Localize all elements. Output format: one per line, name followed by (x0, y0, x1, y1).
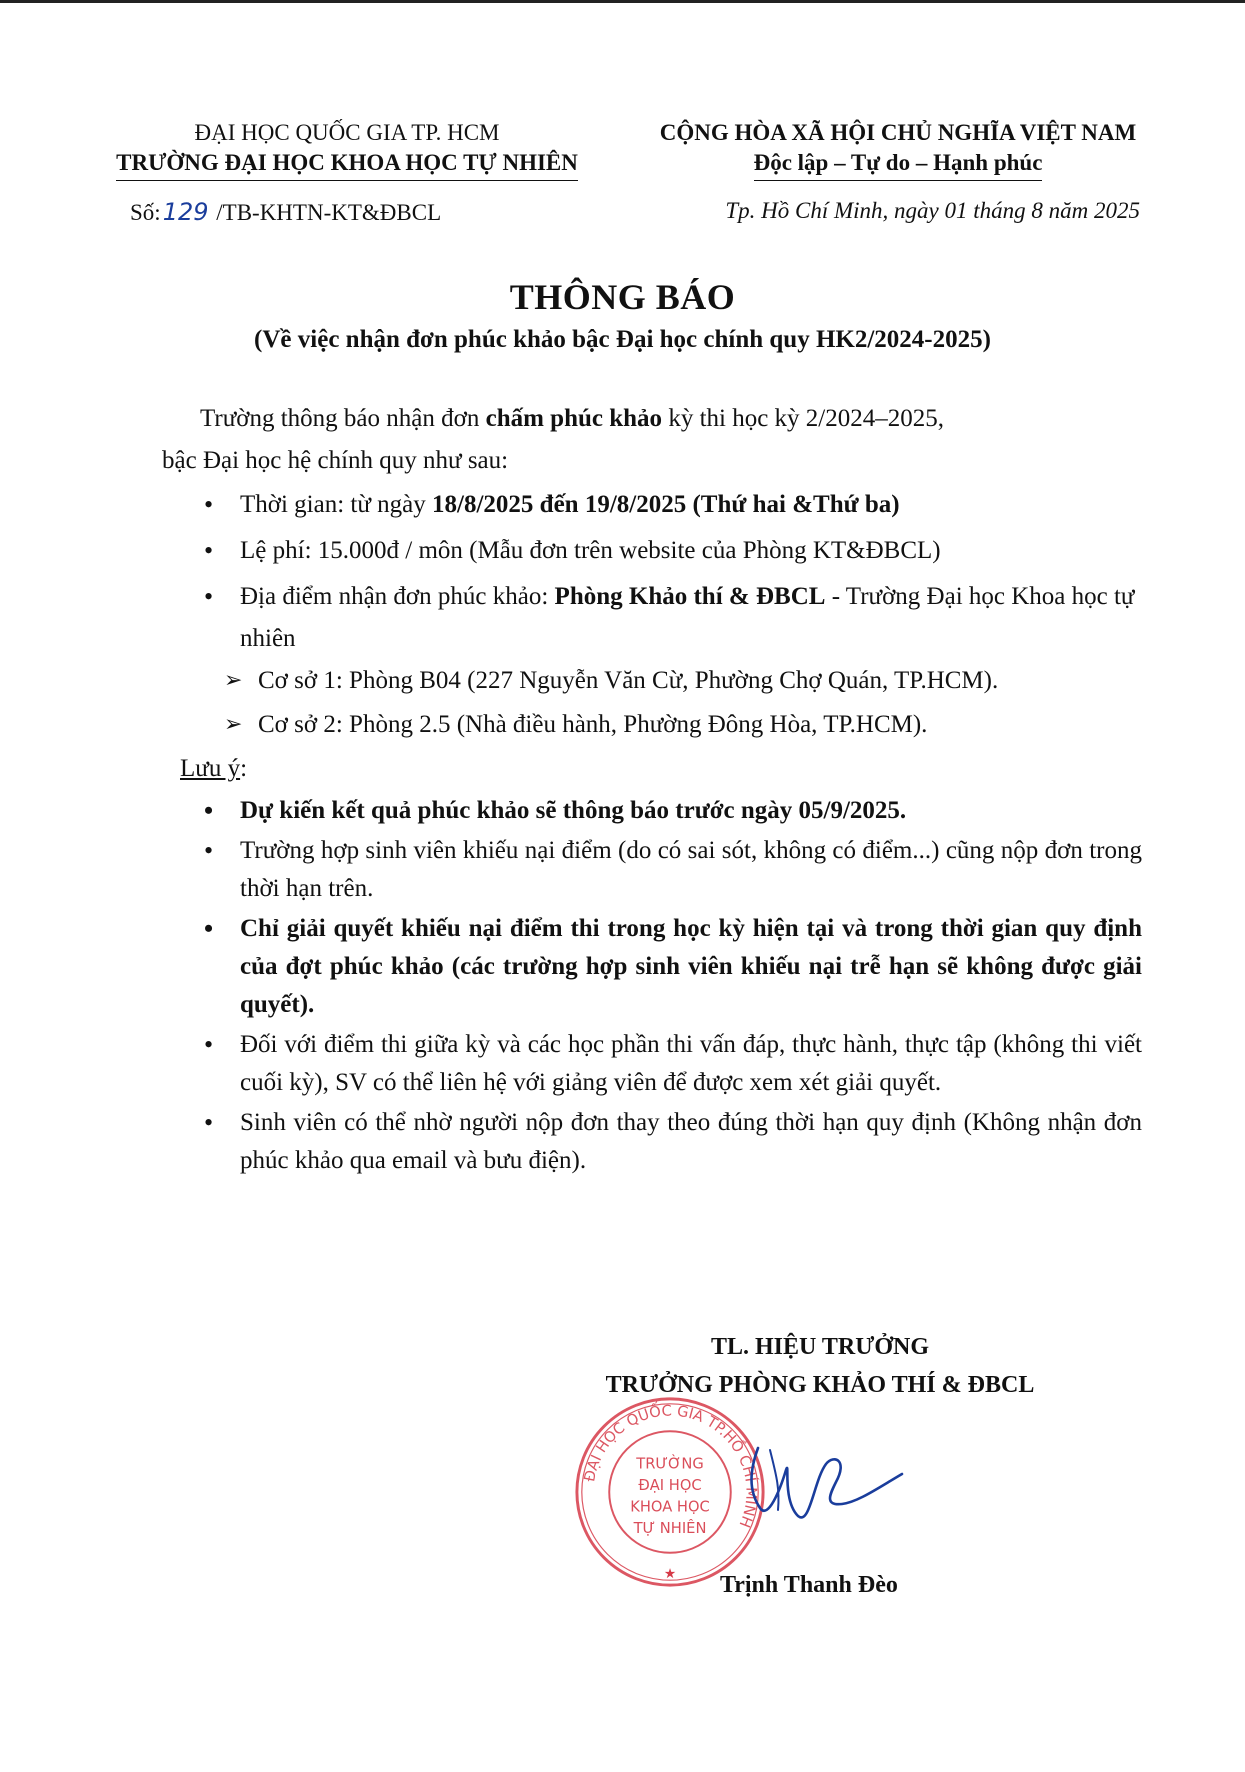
list-item-campus2: ➢ Cơ sở 2: Phòng 2.5 (Nhà điều hành, Phường Đông Hòa, TP.HCM). (182, 704, 1142, 746)
document-number (130, 198, 441, 226)
notes-list (182, 792, 1142, 1180)
campus-list (182, 660, 1142, 746)
signer-name: Trịnh Thanh Đèo (720, 1572, 898, 1598)
intro-bold: chấm phúc khảo (485, 405, 663, 432)
list-item-time (182, 484, 1142, 526)
notes-heading (180, 748, 1142, 790)
university-name: ĐẠI HỌC QUỐC GIA TP. HCM (194, 120, 500, 145)
scan-top-edge (0, 0, 1245, 3)
document-subtitle: (Về việc nhận đơn phúc khảo bậc Đại học chính quy HK2/2024-2025) (254, 326, 991, 353)
country-name: CỘNG HÒA XÃ HỘI CHỦ NGHĨA VIỆT NAM (659, 120, 1137, 145)
place-label: Địa điểm nhận đơn phúc khảo: (240, 583, 555, 610)
note-5: • Sinh viên có thể nhờ người nộp đơn thay theo đúng thời hạn quy định (Không nhận đơn phúc khảo qua email và bưu điện). (182, 1104, 1142, 1180)
document-date: Tp. Hồ Chí Minh, ngày 01 tháng 8 năm 2025 (725, 198, 1140, 223)
details-list (182, 484, 1142, 660)
official-seal-icon (572, 1394, 768, 1590)
svg-text:TỰ NHIÊN: TỰ NHIÊN (633, 1520, 707, 1538)
time-value: 18/8/2025 đến 19/8/2025 (Thứ hai &Thứ ba) (432, 491, 900, 518)
header-left (82, 118, 612, 181)
list-item-campus1: ➢ Cơ sở 1: Phòng B04 (227 Nguyễn Văn Cừ, Phường Chợ Quán, TP.HCM). (182, 660, 1142, 702)
note-2: • Trường hợp sinh viên khiếu nại điểm (do có sai sót, không có điểm...) cũng nộp đơn trong thời hạn trên. (182, 832, 1142, 908)
list-item-fee: • Lệ phí: 15.000đ / môn (Mẫu đơn trên website của Phòng KT&ĐBCL) (182, 530, 1142, 572)
list-item-place (182, 576, 1142, 660)
note-3: • Chỉ giải quyết khiếu nại điểm thi trong học kỳ hiện tại và trong thời gian quy định của đợt phúc khảo (các trường hợp sinh viên khiếu nại trễ hạn sẽ không được giải quyết). (182, 910, 1142, 1024)
doc-number-suffix: /TB-KHTN-KT&ĐBCL (210, 200, 442, 225)
svg-text:TRƯỜNG: TRƯỜNG (636, 1455, 704, 1473)
document-body (162, 398, 1142, 1182)
doc-number-prefix: Số: (130, 200, 161, 225)
school-name: TRƯỜNG ĐẠI HỌC KHOA HỌC TỰ NHIÊN (116, 148, 578, 181)
note-1: • Dự kiến kết quả phúc khảo sẽ thông báo trước ngày 05/9/2025. (182, 792, 1142, 830)
time-label: Thời gian: từ ngày (240, 491, 433, 518)
doc-number-handwritten: 129 (162, 198, 209, 226)
place-rest: - Trường Đại học Khoa học tự nhiên (240, 583, 1135, 652)
national-motto: Độc lập – Tự do – Hạnh phúc (754, 148, 1043, 181)
svg-text:ĐẠI HỌC QUỐC GIA TP.HỒ CHÍ MIN: ĐẠI HỌC QUỐC GIA TP.HỒ CHÍ MINH (581, 1402, 760, 1530)
document-title: THÔNG BÁO (509, 277, 736, 317)
intro-paragraph (182, 398, 1142, 440)
intro-text: Trường thông báo nhận đơn (200, 405, 486, 432)
signature-title-1: TL. HIỆU TRƯỞNG (710, 1334, 930, 1360)
svg-text:KHOA HỌC: KHOA HỌC (630, 1498, 710, 1516)
signature-block (560, 1328, 1080, 1404)
handwritten-signature-icon (740, 1430, 910, 1540)
note-4: • Đối với điểm thi giữa kỳ và các học phần thi vấn đáp, thực hành, thực tập (không thi viết cuối kỳ), SV có thể liên hệ với giảng viên để được xem xét giải quyết. (182, 1026, 1142, 1102)
svg-text:★: ★ (663, 1566, 677, 1583)
notes-heading-text: Lưu ý (180, 755, 241, 782)
intro-line2: bậc Đại học hệ chính quy như sau: (162, 447, 509, 474)
svg-text:ĐẠI HỌC: ĐẠI HỌC (638, 1477, 702, 1495)
place-office: Phòng Khảo thí & ĐBCL (554, 583, 826, 610)
notes-colon: : (240, 755, 248, 782)
intro-text-end: kỳ thi học kỳ 2/2024–2025, (662, 405, 944, 432)
signature-title-2: TRƯỞNG PHÒNG KHẢO THÍ & ĐBCL (605, 1372, 1035, 1398)
header-right (628, 118, 1168, 181)
